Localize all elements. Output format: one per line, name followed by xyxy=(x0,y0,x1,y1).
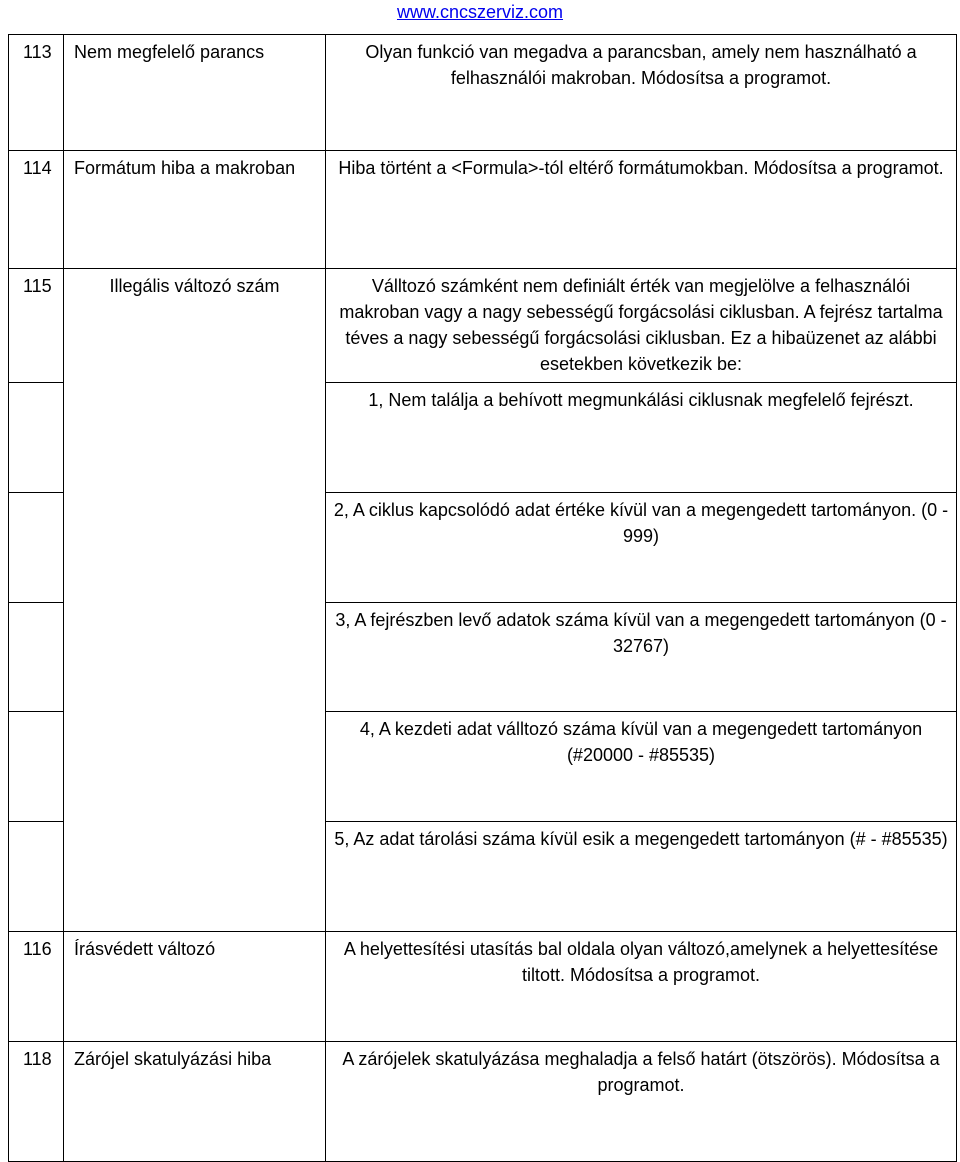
alarm-name: Zárójel skatulyázási hiba xyxy=(64,1042,326,1162)
alarm-description: Hiba történt a <Formula>-tól eltérő formátumokban. Módosítsa a programot. xyxy=(326,151,957,269)
alarm-description: Válltozó számként nem definiált érték van megjelölve a felhasználói makroban vagy a nagy sebességű forgácsolási ciklusban. A fejrész tartalma téves a nagy sebességű forgácsolási ciklusban. Ez a hibaüzenet az alábbi esetekben következik be: xyxy=(326,269,957,383)
alarm-name: Formátum hiba a makroban xyxy=(64,151,326,269)
alarm-code-empty xyxy=(9,603,64,712)
alarm-name: Nem megfelelő parancs xyxy=(64,35,326,151)
alarm-description: A zárójelek skatulyázása meghaladja a felső határt (ötszörös). Módosítsa a programot. xyxy=(326,1042,957,1162)
alarm-name: Írásvédett változó xyxy=(64,932,326,1042)
table-row xyxy=(9,932,957,1042)
alarm-case-1: 1, Nem találja a behívott megmunkálási ciklusnak megfelelő fejrészt. xyxy=(326,383,957,493)
table-row xyxy=(9,151,957,269)
alarm-code: 113 xyxy=(9,35,64,151)
alarm-code: 116 xyxy=(9,932,64,1042)
alarm-description: A helyettesítési utasítás bal oldala olyan változó,amelynek a helyettesítése tiltott. Módosítsa a programot. xyxy=(326,932,957,1042)
alarm-code-empty xyxy=(9,383,64,493)
table-row xyxy=(9,1042,957,1162)
alarm-code-empty xyxy=(9,822,64,932)
table-row xyxy=(9,269,957,383)
alarm-case-3: 3, A fejrészben levő adatok száma kívül van a megengedett tartományon (0 - 32767) xyxy=(326,603,957,712)
table-row xyxy=(9,35,957,151)
alarm-code: 114 xyxy=(9,151,64,269)
site-link[interactable]: www.cncszerviz.com xyxy=(396,2,564,22)
alarm-description: Olyan funkció van megadva a parancsban, amely nem használható a felhasználói makroban. Módosítsa a programot. xyxy=(326,35,957,151)
alarm-code: 115 xyxy=(9,269,64,383)
alarm-code-table xyxy=(8,34,957,1162)
alarm-code: 118 xyxy=(9,1042,64,1162)
alarm-code-empty xyxy=(9,712,64,822)
alarm-code-empty xyxy=(9,493,64,603)
alarm-name: Illegális változó szám xyxy=(64,269,326,932)
alarm-case-4: 4, A kezdeti adat válltozó száma kívül van a megengedett tartományon (#20000 - #85535) xyxy=(326,712,957,822)
alarm-case-2: 2, A ciklus kapcsolódó adat értéke kívül van a megengedett tartományon. (0 - 999) xyxy=(326,493,957,603)
alarm-case-5: 5, Az adat tárolási száma kívül esik a megengedett tartományon (# - #85535) xyxy=(326,822,957,932)
